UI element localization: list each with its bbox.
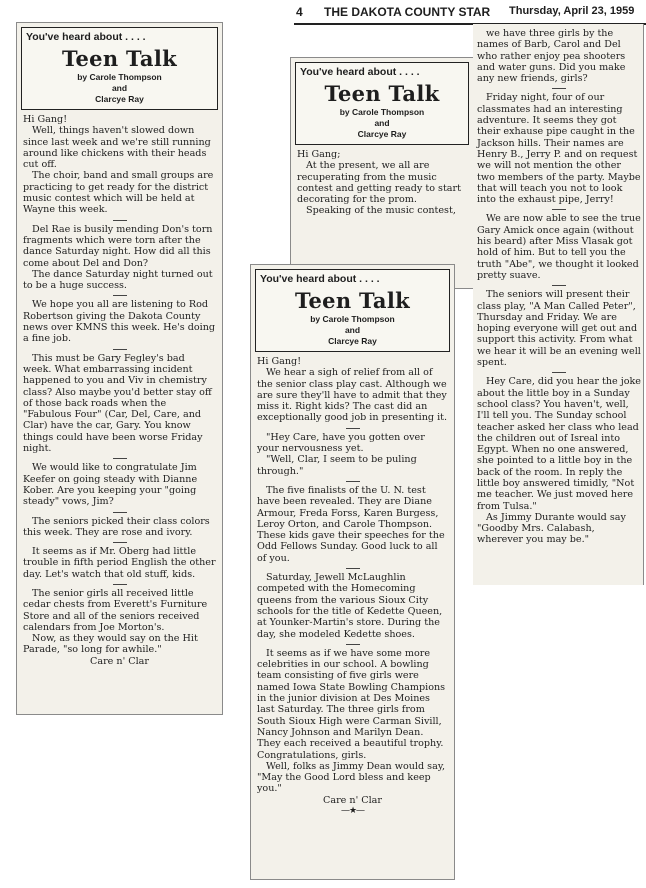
byline-and: and [111,83,128,93]
paragraph: we have three girls by the names of Barb, Carol and Del who rather enjoy pea shooters and water guns. Did you make any new friends, girls? [477,28,626,85]
section-divider [552,209,566,210]
section-divider [113,542,127,543]
paragraph: Del Rae is busily mending Don's torn fragments which were torn after the dance Saturday night. How did all this come about Del and Don? [23,223,213,269]
paragraph: The dance Saturday night turned out to be a huge success. [23,268,213,292]
newspaper-name: THE DAKOTA COUNTY STAR [324,5,491,19]
paragraph: The choir, band and small groups are practicing to get ready for the district music contest which will be held at Wayne this week. [23,170,214,216]
paragraph: Friday night, four of our classmates had an interesting adventure. It seems they got their exhause pipe caught in the Jackson hills. Their names are Henry B., Jerry P. and on request we will not mention the other two members of the party. Maybe that will teach you not to look into the exhaust pipe, Jerry! [477,92,641,206]
section-divider [113,349,127,350]
paragraph: It seems as if Mr. Oberg had little trouble in fifth period English the other day. Let's watch that old stuff, kids. [23,546,216,580]
paragraph: It seems as if we have some more celebrities in our school. A bowling team consisting of five girls were named Iowa State Bowling Champions in the junior division at Des Moines last Saturday. The three girls from South Sioux High were Carman Sivill, Nancy Johnson and Marilyn Dean. They each received a beautiful trophy. Congratulations, girls. [257,647,446,761]
paragraph: "Hey Care, have you gotten over your nervousness yet. [257,431,425,455]
column-header [295,62,469,145]
column-title: Teen Talk [62,46,177,71]
header-kicker: You've heard about . . . . [260,273,380,285]
issue-date: Thursday, April 23, 1959 [509,5,635,17]
section-divider [346,644,360,645]
paragraph: Hey Care, did you hear the joke about the little boy in a Sunday school class? You haven't, well, I'll tell you. The Sunday school teacher asked her class who lead the children out of Isreal into Egypt. When no one answered, she pointed to a little boy in the back of the room. In reply the little boy answered timidly, "Not me teacher. We just moved here from Tulsa." [477,376,641,512]
column-header [255,269,450,352]
paragraph: The seniors will present their class play, "A Man Called Peter", Thursday and Friday. We are hoping everyone will get out and support this activity. From what we hear it will be an evening well spent. [477,289,641,369]
article-body [291,149,473,217]
paragraph: Now, as they would say on the Hit Parade, "so long for awhile." [23,633,198,656]
paragraph: This must be Gary Fegley's bad week. What embarrassing incident happened to you and Viv in chemistry class? Also maybe you'd better stay off of those back roads when the "Fabulous Four" (Car, Del, Care, and Clar) have the car, Gary. You know things could have been worse Friday night. [23,352,212,455]
section-divider [552,88,566,89]
paragraph: We hope you all are listening to Rod Robertson giving the Dakota County news over KMNS this week. He's doing a fine job. [23,299,216,345]
paragraph: The senior girls all received little cedar chests from Everett's Furniture Store and all of the seniors received calendars from Joe Morton's. [23,587,208,633]
paragraph: At the present, we all are recuperating from the music contest and getting ready to start decorating for the prom. [297,160,461,206]
section-divider [346,428,360,429]
paragraph: "Well, Clar, I seem to be puling through." [257,454,417,477]
clipping-teen-talk-3 [250,264,455,880]
paragraph: We would like to congratulate Jim Keefer on going steady with Dianne Kober. Are you keeping your "going steady" vows, Jim? [23,462,198,508]
byline: by Carole Thompson [77,72,162,82]
clipping-teen-talk-2-continued [473,24,644,585]
paragraph: Saturday, Jewell McLaughlin competed with the Homecoming queens from the various Sioux City schools for the title of Kedette Queen, at Younker-Martin's store. During the day, she modeled Kedette shoes. [257,572,443,640]
byline-and: and [344,325,361,335]
header-kicker: You've heard about . . . . [26,31,146,43]
clipping-teen-talk-2 [290,57,474,289]
section-divider [552,372,566,373]
column-title: Teen Talk [324,81,440,106]
signature: Care n' Clar [323,794,382,806]
signature: Care n' Clar [90,655,149,667]
byline: by Carole Thompson [339,107,425,117]
paragraph: The five finalists of the U. N. test have been revealed. They are Diane Armour, Freda Forss, Karen Burgess, Leroy Orton, and Carole Thompson. These kids gave their speeches for the Odd Fellows Sunday. Good luck to all of you. [257,484,445,564]
byline-coauthor: Clarcye Ray [328,336,377,346]
paragraph: As Jimmy Durante would say "Goodby Mrs. Calabash, wherever you may be." [477,511,626,546]
section-divider [552,285,566,286]
header-kicker: You've heard about . . . . [300,66,420,78]
paragraph: Hi Gang! [257,356,302,367]
section-divider [113,458,127,459]
paragraph: Well, things haven't slowed down since last week and we're still running around like chickens with their heads cut off. [23,125,211,171]
section-divider [113,584,127,585]
end-mark: —★— [340,805,365,816]
paragraph: We are now able to see the true Gary Amick once again (without his beard) after Miss Vlasak got hold of him. But to tell you the truth "Abe", we thought it looked pretty suave. [477,213,641,281]
section-divider [346,481,360,482]
page-number: 4 [296,5,303,19]
clipping-teen-talk-1 [16,22,223,715]
article-body [17,114,222,656]
section-divider [113,512,127,513]
byline-coauthor: Clarcye Ray [357,129,407,139]
column-header [21,27,218,110]
paragraph: Hi Gang! [23,114,68,125]
section-divider [113,220,127,221]
byline-coauthor: Clarcye Ray [95,94,144,104]
paragraph: Speaking of the music contest, [306,205,456,217]
column-title: Teen Talk [295,288,410,313]
paragraph: The seniors picked their class colors this week. They are rose and ivory. [23,515,210,538]
byline-and: and [374,118,390,128]
section-divider [113,295,127,296]
article-body [251,356,454,795]
paragraph: Hi Gang; [297,149,341,160]
byline: by Carole Thompson [310,314,395,324]
newspaper-masthead [294,3,646,25]
paragraph: Well, folks as Jimmy Dean would say, "May the Good Lord bless and keep you." [257,760,446,795]
paragraph: We hear a sigh of relief from all of the senior class play cast. Although we are sure they'll have to admit that they miss it. Right kids? The cast did an exceptionally good job in presenting it. [257,367,448,424]
section-divider [346,568,360,569]
article-body-continued [473,24,643,546]
